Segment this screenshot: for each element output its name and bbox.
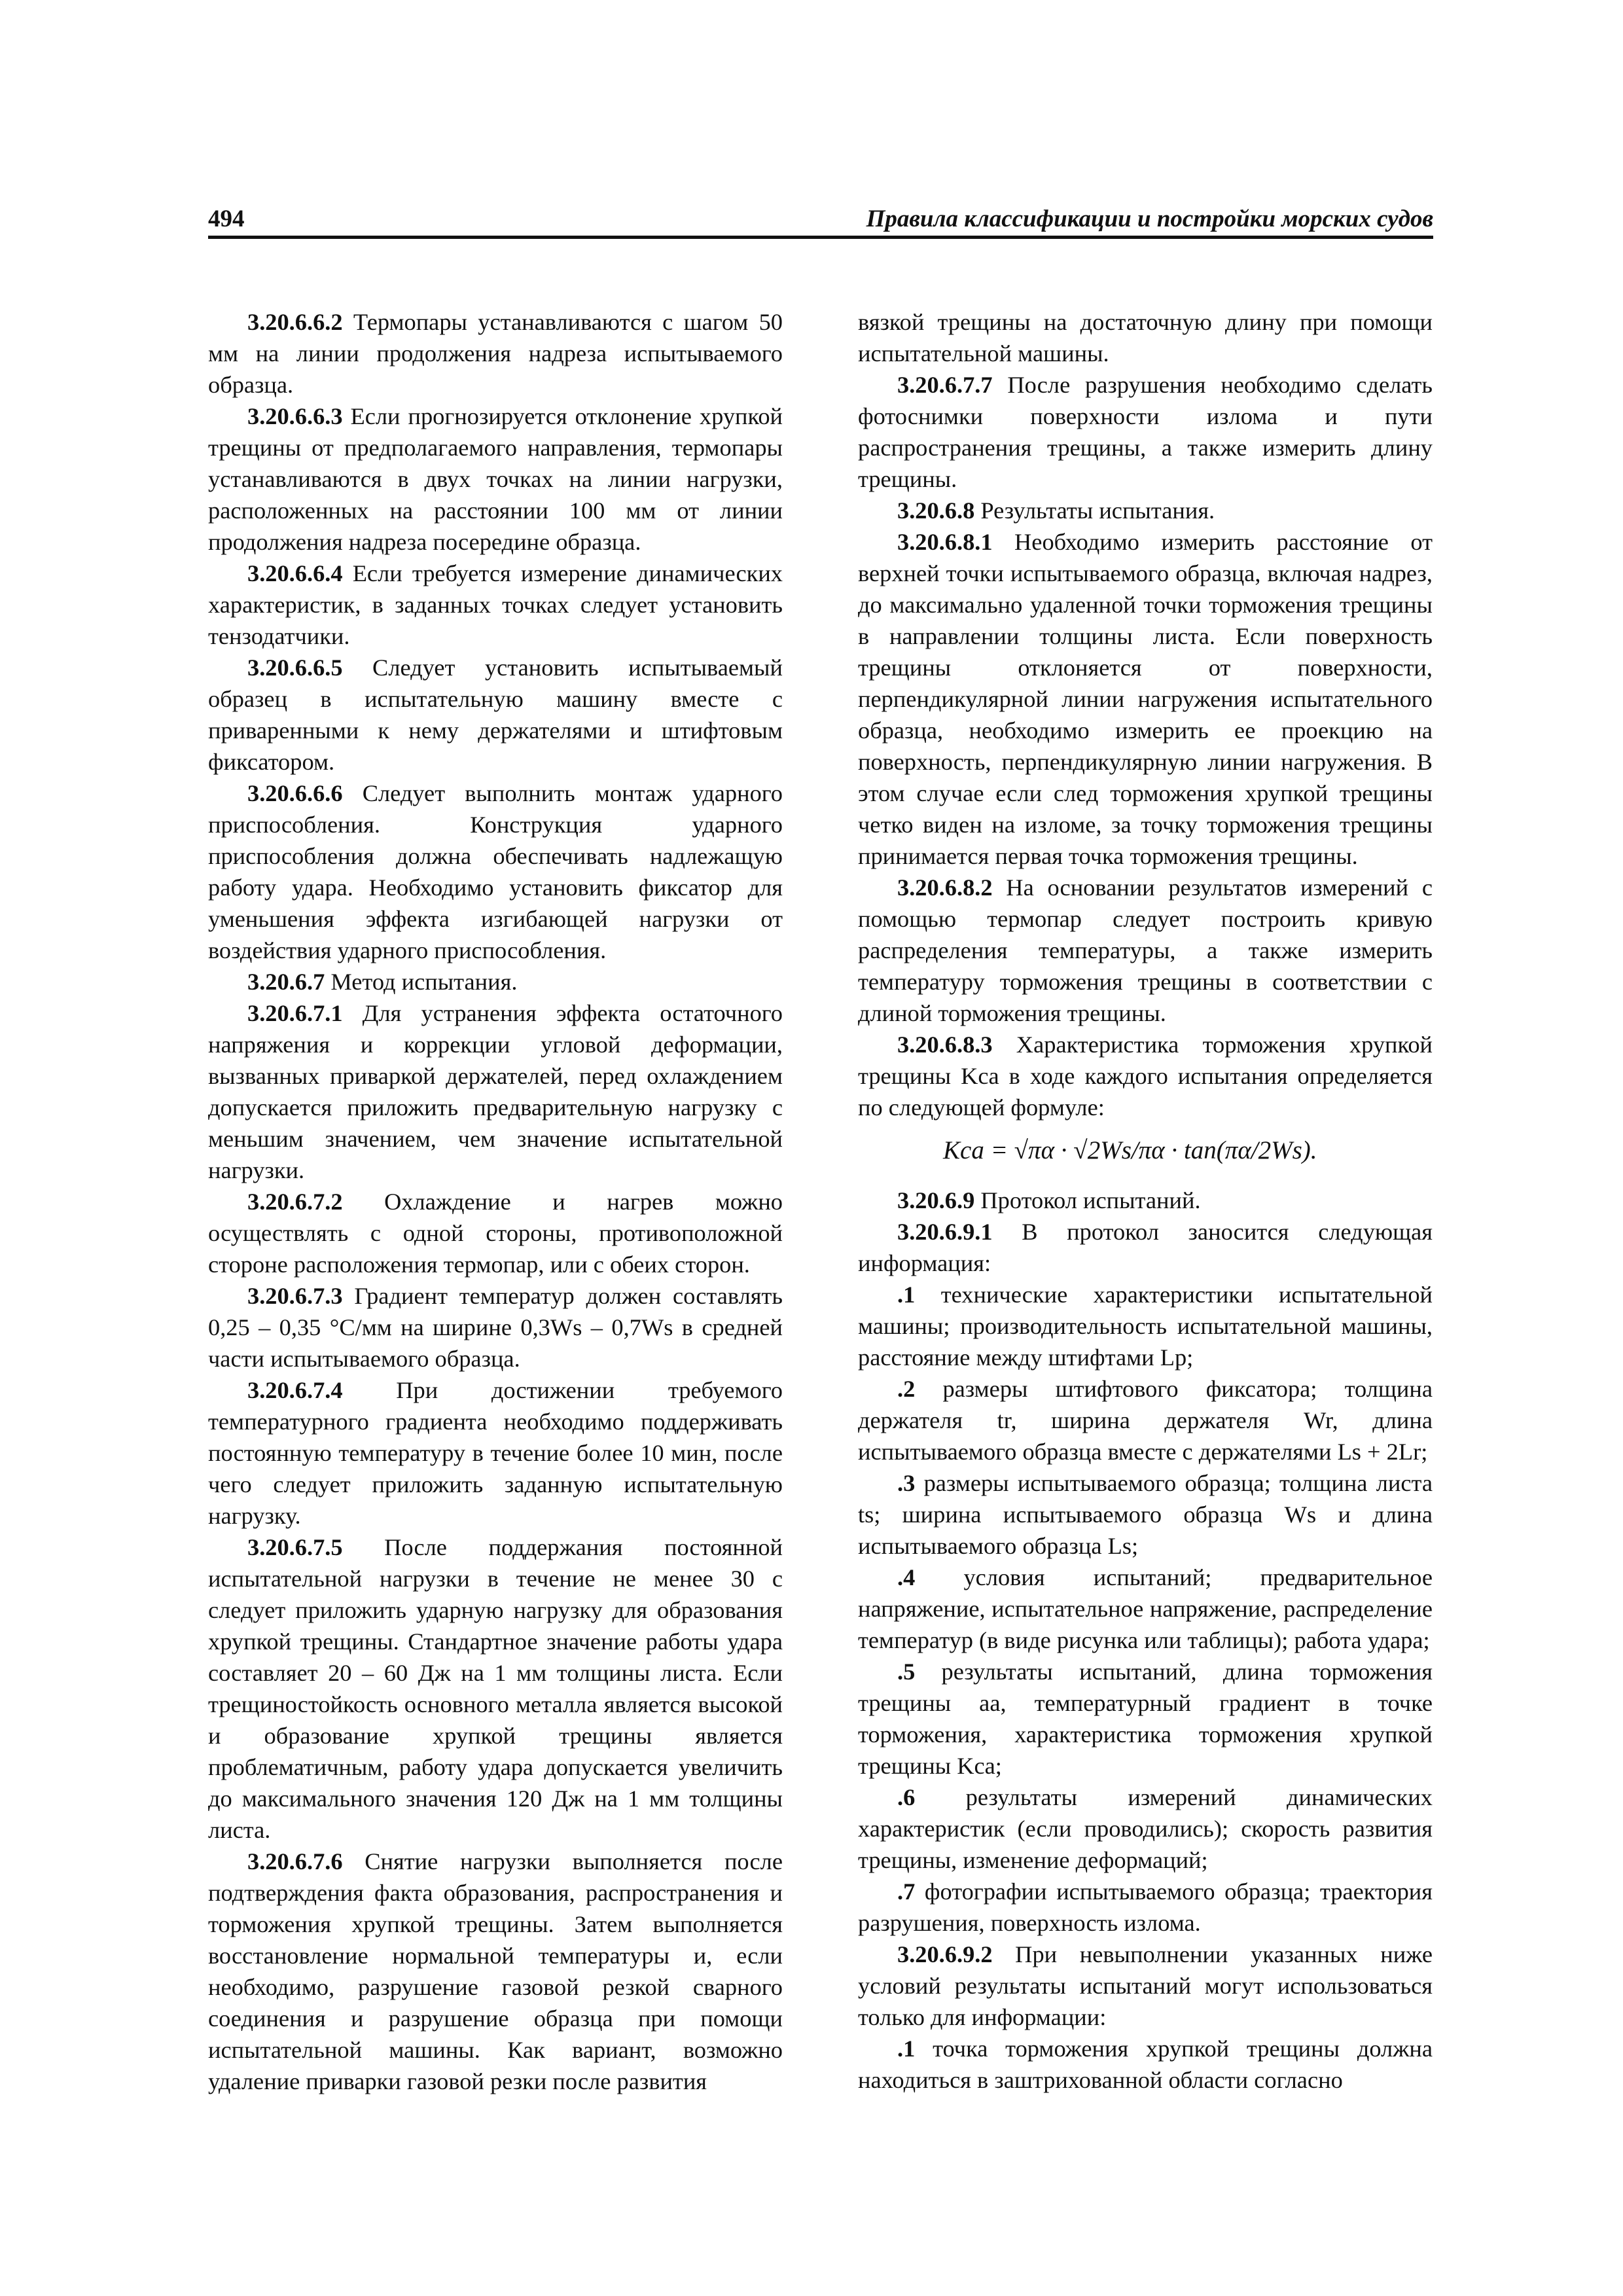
paragraph <box>208 401 783 558</box>
clause-number: 3.20.6.6.6 <box>247 780 343 806</box>
paragraph <box>858 495 1433 526</box>
clause-number: 3.20.6.7.5 <box>247 1534 343 1560</box>
clause-number: 3.20.6.7.6 <box>247 1848 343 1874</box>
right-column <box>858 306 1433 2096</box>
left-column <box>208 306 783 2097</box>
clause-number: 3.20.6.8.3 <box>897 1031 993 1058</box>
paragraph <box>208 1186 783 1280</box>
item-number: .3 <box>897 1470 916 1496</box>
item-text: размеры штифтового фиксатора; толщина держателя tr, ширина держателя Wr, длина испытываемого образца вместе с держателями Ls + 2Lr; <box>858 1376 1433 1465</box>
paragraph-text: Протокол испытаний. <box>974 1187 1201 1213</box>
paragraph <box>858 369 1433 495</box>
paragraph-text: При достижении требуемого температурного градиента необходимо поддерживать постоянную температуру в течение более 10 мин, после чего следует приложить заданную испытательную нагрузку. <box>208 1377 783 1529</box>
paragraph <box>858 306 1433 369</box>
paragraph <box>858 1185 1433 1216</box>
paragraph <box>208 306 783 401</box>
paragraph-text: Если прогнозируется отклонение хрупкой трещины от предполагаемого направления, термопары устанавливаются в двух точках на линии нагрузки, расположенных на расстоянии 100 мм от линии продолжения надреза посередине образца. <box>208 403 783 555</box>
item-text: результаты измерений динамических характеристик (если проводились); скорость развития трещины, изменение деформаций; <box>858 1784 1433 1873</box>
clause-number: 3.20.6.6.5 <box>247 655 343 681</box>
item-number: .4 <box>897 1564 916 1590</box>
paragraph <box>858 1216 1433 1279</box>
paragraph-text: вязкой трещины на достаточную длину при помощи испытательной машины. <box>858 309 1433 367</box>
item-text: точка торможения хрупкой трещины должна находиться в заштрихованной области согласно <box>858 2036 1433 2093</box>
paragraph <box>208 997 783 1186</box>
paragraph-text: Результаты испытания. <box>974 497 1215 524</box>
paragraph <box>858 872 1433 1029</box>
paragraph-text: Снятие нагрузки выполняется после подтверждения факта образования, распространения и торможения хрупкой трещины. Затем выполняется восстановление нормальной температуры и, если необходимо, разрушение газовой резкой сварного соединения и разрушение образца при помощи испытательной машины. Как вариант, возможно удаление приварки газовой резки после развития <box>208 1848 783 2094</box>
item-text: технические характеристики испытательной машины; производительность испытательной машины, расстояние между штифтами Lp; <box>858 1282 1433 1371</box>
list-item <box>858 1562 1433 1656</box>
item-number: .1 <box>897 1282 916 1308</box>
list-item <box>858 1279 1433 1373</box>
item-text: результаты испытаний, длина торможения трещины aa, температурный градиент в точке торможения, характеристика торможения хрупкой трещины Kca; <box>858 1659 1433 1779</box>
paragraph <box>208 558 783 652</box>
kca-formula: Kca = √πα · √2Ws/πα · tan(πα/2Ws). <box>943 1136 1317 1164</box>
clause-number: 3.20.6.9.1 <box>897 1219 993 1245</box>
list-item <box>858 1782 1433 1876</box>
paragraph-text: Охлаждение и нагрев можно осуществлять с одной стороны, противоположной стороне расположения термопар, или с обеих сторон. <box>208 1189 783 1278</box>
list-item <box>858 2033 1433 2096</box>
paragraph-text: Градиент температур должен составлять 0,25 – 0,35 °С/мм на ширине 0,3Ws – 0,7Ws в средней части испытываемого образца. <box>208 1283 783 1372</box>
clause-number: 3.20.6.6.4 <box>247 560 343 586</box>
item-number: .1 <box>897 2036 916 2062</box>
paragraph-text: В протокол заносится следующая информация: <box>858 1219 1433 1276</box>
clause-number: 3.20.6.8.2 <box>897 874 993 901</box>
paragraph-text: Характеристика торможения хрупкой трещины Kca в ходе каждого испытания определяется по следующей формуле: <box>858 1031 1433 1121</box>
paragraph-text: Для устранения эффекта остаточного напряжения и коррекции угловой деформации, вызванных приваркой держателей, перед охлаждением допускается приложить предварительную нагрузку с меньшим значением, чем значение испытательной нагрузки. <box>208 1000 783 1183</box>
paragraph-text: Метод испытания. <box>325 969 518 995</box>
paragraph <box>208 966 783 997</box>
page-header <box>208 196 1433 239</box>
paragraph <box>858 1029 1433 1123</box>
clause-number: 3.20.6.7 <box>247 969 325 995</box>
item-number: .7 <box>897 1878 916 1905</box>
list-item <box>858 1467 1433 1562</box>
list-item <box>858 1656 1433 1782</box>
paragraph-text: При невыполнении указанных ниже условий результаты испытаний могут использоваться только для информации: <box>858 1941 1433 2030</box>
paragraph-text: Термопары устанавливаются с шагом 50 мм на линии продолжения надреза испытываемого образца. <box>208 309 783 398</box>
paragraph <box>208 1280 783 1374</box>
clause-number: 3.20.6.7.7 <box>897 372 993 398</box>
clause-number: 3.20.6.9.2 <box>897 1941 993 1967</box>
paragraph-text: Если требуется измерение динамических характеристик, в заданных точках следует установить тензодатчики. <box>208 560 783 649</box>
paragraph-text: Следует установить испытываемый образец в испытательную машину вместе с приваренными к нему держателями и штифтовым фиксатором. <box>208 655 783 775</box>
item-number: .6 <box>897 1784 916 1810</box>
paragraph-text: Следует выполнить монтаж ударного приспособления. Конструкция ударного приспособления должна обеспечивать надлежащую работу удара. Необходимо установить фиксатор для уменьшения эффекта изгибающей нагрузки от воздействия ударного приспособления. <box>208 780 783 963</box>
page-number: 494 <box>208 206 245 232</box>
clause-number: 3.20.6.7.4 <box>247 1377 343 1403</box>
paragraph <box>858 1939 1433 2033</box>
running-title: Правила классификации и постройки морских судов <box>866 206 1433 232</box>
item-number: .2 <box>897 1376 916 1402</box>
paragraph <box>858 526 1433 872</box>
item-text: условия испытаний; предварительное напряжение, испытательное напряжение, распределение температур (в виде рисунка или таблицы); работа удара; <box>858 1564 1433 1653</box>
list-item <box>858 1373 1433 1467</box>
paragraph-text: Необходимо измерить расстояние от верхней точки испытываемого образца, включая надрез, до максимально удаленной точки торможения трещины в направлении толщины листа. Если поверхность трещины отклоняется от поверхности, перпендикулярной линии нагружения испытательного образца, необходимо измерить ее проекцию на поверхность, перпендикулярную линии нагружения. В этом случае если след торможения хрупкой трещины четко виден на изломе, за точку торможения трещины принимается первая точка торможения трещины. <box>858 529 1433 869</box>
paragraph-text: После поддержания постоянной испытательной нагрузки в течение не менее 30 с следует приложить ударную нагрузку для образования хрупкой трещины. Стандартное значение работы удара составляет 20 – 60 Дж на 1 мм толщины листа. Если трещиностойкость основного металла является высокой и образование хрупкой трещины является проблематичным, работу удара допускается увеличить до максимального значения 120 Дж на 1 мм толщины листа. <box>208 1534 783 1843</box>
paragraph <box>208 652 783 778</box>
item-number: .5 <box>897 1659 916 1685</box>
paragraph <box>208 778 783 966</box>
paragraph-text: На основании результатов измерений с помощью термопар следует построить кривую распределения температуры, а также измерить температуру торможения трещины в соответствии с длиной торможения трещины. <box>858 874 1433 1026</box>
list-item <box>858 1876 1433 1939</box>
clause-number: 3.20.6.9 <box>897 1187 975 1213</box>
paragraph-text: После разрушения необходимо сделать фотоснимки поверхности излома и пути распространения трещины, а также измерить длину трещины. <box>858 372 1433 492</box>
item-text: размеры испытываемого образца; толщина листа ts; ширина испытываемого образца Ws и длина испытываемого образца Ls; <box>858 1470 1433 1559</box>
paragraph <box>208 1374 783 1532</box>
clause-number: 3.20.6.6.2 <box>247 309 343 335</box>
clause-number: 3.20.6.6.3 <box>247 403 343 429</box>
clause-number: 3.20.6.7.2 <box>247 1189 343 1215</box>
clause-number: 3.20.6.7.3 <box>247 1283 343 1309</box>
clause-number: 3.20.6.7.1 <box>247 1000 343 1026</box>
clause-number: 3.20.6.8.1 <box>897 529 993 555</box>
clause-number: 3.20.6.8 <box>897 497 975 524</box>
paragraph <box>208 1532 783 1846</box>
paragraph <box>208 1846 783 2097</box>
item-text: фотографии испытываемого образца; траектория разрушения, поверхность излома. <box>858 1878 1433 1936</box>
